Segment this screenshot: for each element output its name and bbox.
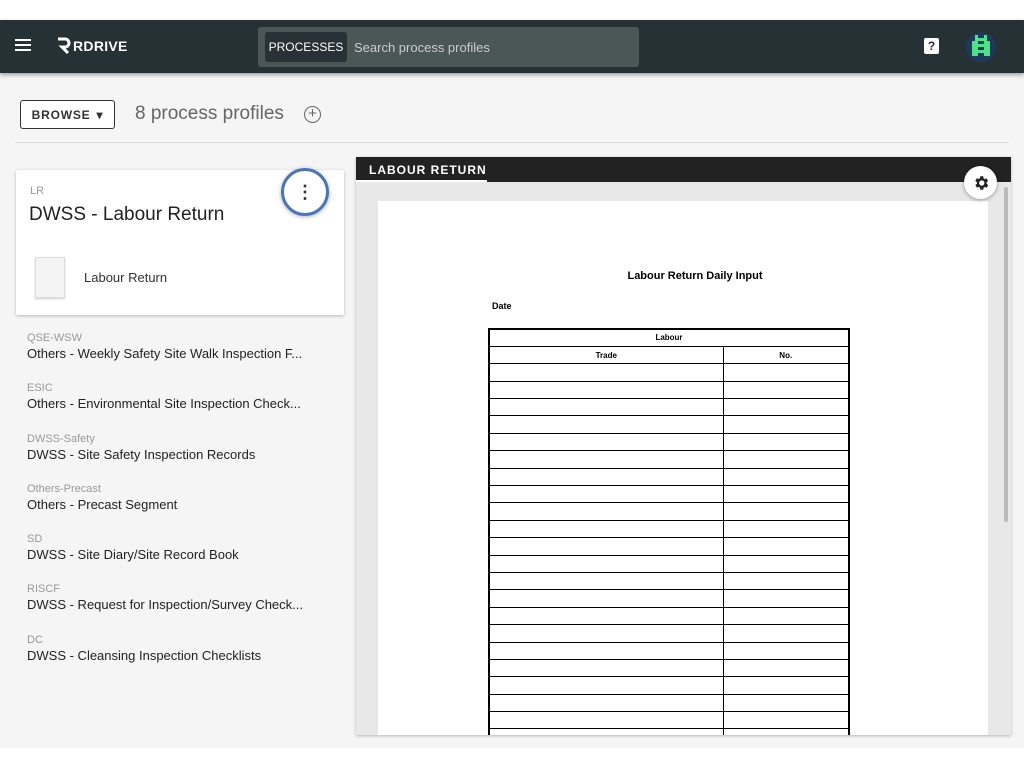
profile-list-item[interactable] bbox=[27, 532, 337, 582]
table-row bbox=[489, 607, 849, 624]
no-cell bbox=[723, 572, 849, 589]
no-cell bbox=[723, 468, 849, 485]
no-cell bbox=[723, 433, 849, 450]
profile-code: QSE-WSW bbox=[27, 332, 82, 344]
trade-cell bbox=[489, 729, 723, 735]
document-name[interactable]: Labour Return bbox=[84, 270, 168, 285]
trade-cell bbox=[489, 590, 723, 607]
trade-cell bbox=[489, 381, 723, 398]
no-cell bbox=[723, 607, 849, 624]
trade-cell bbox=[489, 625, 723, 642]
more-options-icon[interactable]: ⋮ bbox=[281, 168, 329, 216]
browse-button[interactable] bbox=[20, 100, 115, 129]
table-row bbox=[489, 659, 849, 676]
profile-code: LR bbox=[30, 185, 45, 197]
no-header: No. bbox=[723, 346, 849, 363]
profile-code: Others-Precast bbox=[27, 482, 101, 495]
trade-cell bbox=[489, 659, 723, 676]
no-cell bbox=[723, 590, 849, 607]
profile-name: DWSS - Request for Inspection/Survey Check... bbox=[27, 597, 303, 613]
no-cell bbox=[723, 729, 849, 735]
profile-list-item[interactable] bbox=[27, 482, 337, 532]
trade-cell bbox=[489, 677, 723, 694]
preview-panel bbox=[356, 157, 1011, 735]
table-row bbox=[489, 468, 849, 485]
no-cell bbox=[723, 659, 849, 676]
profile-name: DWSS - Site Safety Inspection Records bbox=[27, 446, 256, 462]
profile-list-item[interactable] bbox=[27, 331, 337, 381]
settings-gear-icon[interactable] bbox=[964, 166, 997, 199]
profile-title: DWSS - Labour Return bbox=[29, 204, 225, 225]
profile-list-item[interactable] bbox=[27, 582, 337, 632]
profile-count: 8 process profiles bbox=[135, 103, 284, 124]
no-cell bbox=[723, 503, 849, 520]
top-bar bbox=[0, 20, 1024, 73]
add-profile-icon[interactable]: + bbox=[304, 106, 321, 123]
preview-tab-bar bbox=[356, 157, 1011, 182]
profile-name: Others - Precast Segment bbox=[27, 496, 178, 512]
trade-cell bbox=[489, 538, 723, 555]
brand-logo[interactable] bbox=[56, 37, 128, 55]
table-row bbox=[489, 433, 849, 450]
tab-labour-return[interactable]: LABOUR RETURN bbox=[356, 157, 487, 182]
profile-list bbox=[27, 331, 337, 683]
no-cell bbox=[723, 486, 849, 503]
trade-cell bbox=[489, 712, 723, 729]
divider bbox=[15, 142, 1009, 143]
table-row bbox=[489, 712, 849, 729]
help-icon[interactable]: ? bbox=[924, 38, 939, 54]
table-row bbox=[489, 503, 849, 520]
search-bar bbox=[258, 27, 639, 67]
trade-cell bbox=[489, 607, 723, 624]
no-cell bbox=[723, 555, 849, 572]
caret-down-icon: ▾ bbox=[96, 107, 104, 122]
profile-code: RISCF bbox=[27, 583, 60, 596]
no-cell bbox=[723, 381, 849, 398]
no-cell bbox=[723, 694, 849, 711]
profile-list-item[interactable] bbox=[27, 381, 337, 431]
app bbox=[0, 20, 1024, 748]
trade-cell bbox=[489, 694, 723, 711]
table-row bbox=[489, 399, 849, 416]
labour-table bbox=[488, 328, 850, 735]
document-page bbox=[378, 201, 988, 735]
no-cell bbox=[723, 712, 849, 729]
no-cell bbox=[723, 520, 849, 537]
trade-cell bbox=[489, 642, 723, 659]
profile-code: DC bbox=[27, 633, 43, 646]
date-label: Date bbox=[492, 301, 512, 311]
profile-code: SD bbox=[27, 533, 43, 546]
profile-code: DWSS-Safety bbox=[27, 432, 95, 445]
no-cell bbox=[723, 451, 849, 468]
no-cell bbox=[723, 399, 849, 416]
trade-cell bbox=[489, 364, 723, 381]
table-row bbox=[489, 486, 849, 503]
trade-cell bbox=[489, 416, 723, 433]
profile-name: DWSS - Site Diary/Site Record Book bbox=[27, 547, 239, 563]
table-row bbox=[489, 572, 849, 589]
trade-cell bbox=[489, 451, 723, 468]
profile-list-item[interactable] bbox=[27, 633, 337, 683]
no-cell bbox=[723, 677, 849, 694]
table-row bbox=[489, 729, 849, 735]
trade-header: Trade bbox=[489, 346, 723, 363]
table-row bbox=[489, 538, 849, 555]
no-cell bbox=[723, 416, 849, 433]
hamburger-menu-icon[interactable] bbox=[15, 39, 31, 53]
trade-cell bbox=[489, 555, 723, 572]
table-row bbox=[489, 590, 849, 607]
table-row bbox=[489, 694, 849, 711]
table-row bbox=[489, 625, 849, 642]
no-cell bbox=[723, 364, 849, 381]
avatar[interactable] bbox=[966, 32, 996, 62]
document-title: Labour Return Daily Input bbox=[627, 270, 763, 282]
trade-cell bbox=[489, 520, 723, 537]
trade-cell bbox=[489, 503, 723, 520]
profile-name: Others - Environmental Site Inspection Check... bbox=[27, 396, 301, 412]
table-row bbox=[489, 416, 849, 433]
table-row bbox=[489, 451, 849, 468]
trade-cell bbox=[489, 468, 723, 485]
trade-cell bbox=[489, 399, 723, 416]
rdrive-logo-icon bbox=[56, 37, 72, 55]
table-row bbox=[489, 677, 849, 694]
no-cell bbox=[723, 625, 849, 642]
no-cell bbox=[723, 642, 849, 659]
no-cell bbox=[723, 538, 849, 555]
processes-scope-chip[interactable]: PROCESSES bbox=[265, 32, 347, 62]
search-input[interactable] bbox=[354, 32, 624, 62]
table-row bbox=[489, 364, 849, 381]
trade-cell bbox=[489, 572, 723, 589]
table-row bbox=[489, 555, 849, 572]
table-row bbox=[489, 381, 849, 398]
trade-cell bbox=[489, 433, 723, 450]
table-row bbox=[489, 520, 849, 537]
browse-label: BROWSE bbox=[31, 107, 91, 122]
profile-name: Others - Weekly Safety Site Walk Inspection F... bbox=[27, 346, 303, 361]
preview-scrollbar[interactable] bbox=[1004, 187, 1008, 522]
document-thumbnail[interactable] bbox=[35, 257, 65, 298]
profile-name: DWSS - Cleansing Inspection Checklists bbox=[27, 647, 262, 663]
brand-name: RDRIVE bbox=[73, 38, 128, 54]
labour-header: Labour bbox=[489, 329, 849, 346]
table-row bbox=[489, 642, 849, 659]
trade-cell bbox=[489, 486, 723, 503]
profile-code: ESIC bbox=[27, 382, 53, 395]
profile-list-item[interactable] bbox=[27, 432, 337, 482]
